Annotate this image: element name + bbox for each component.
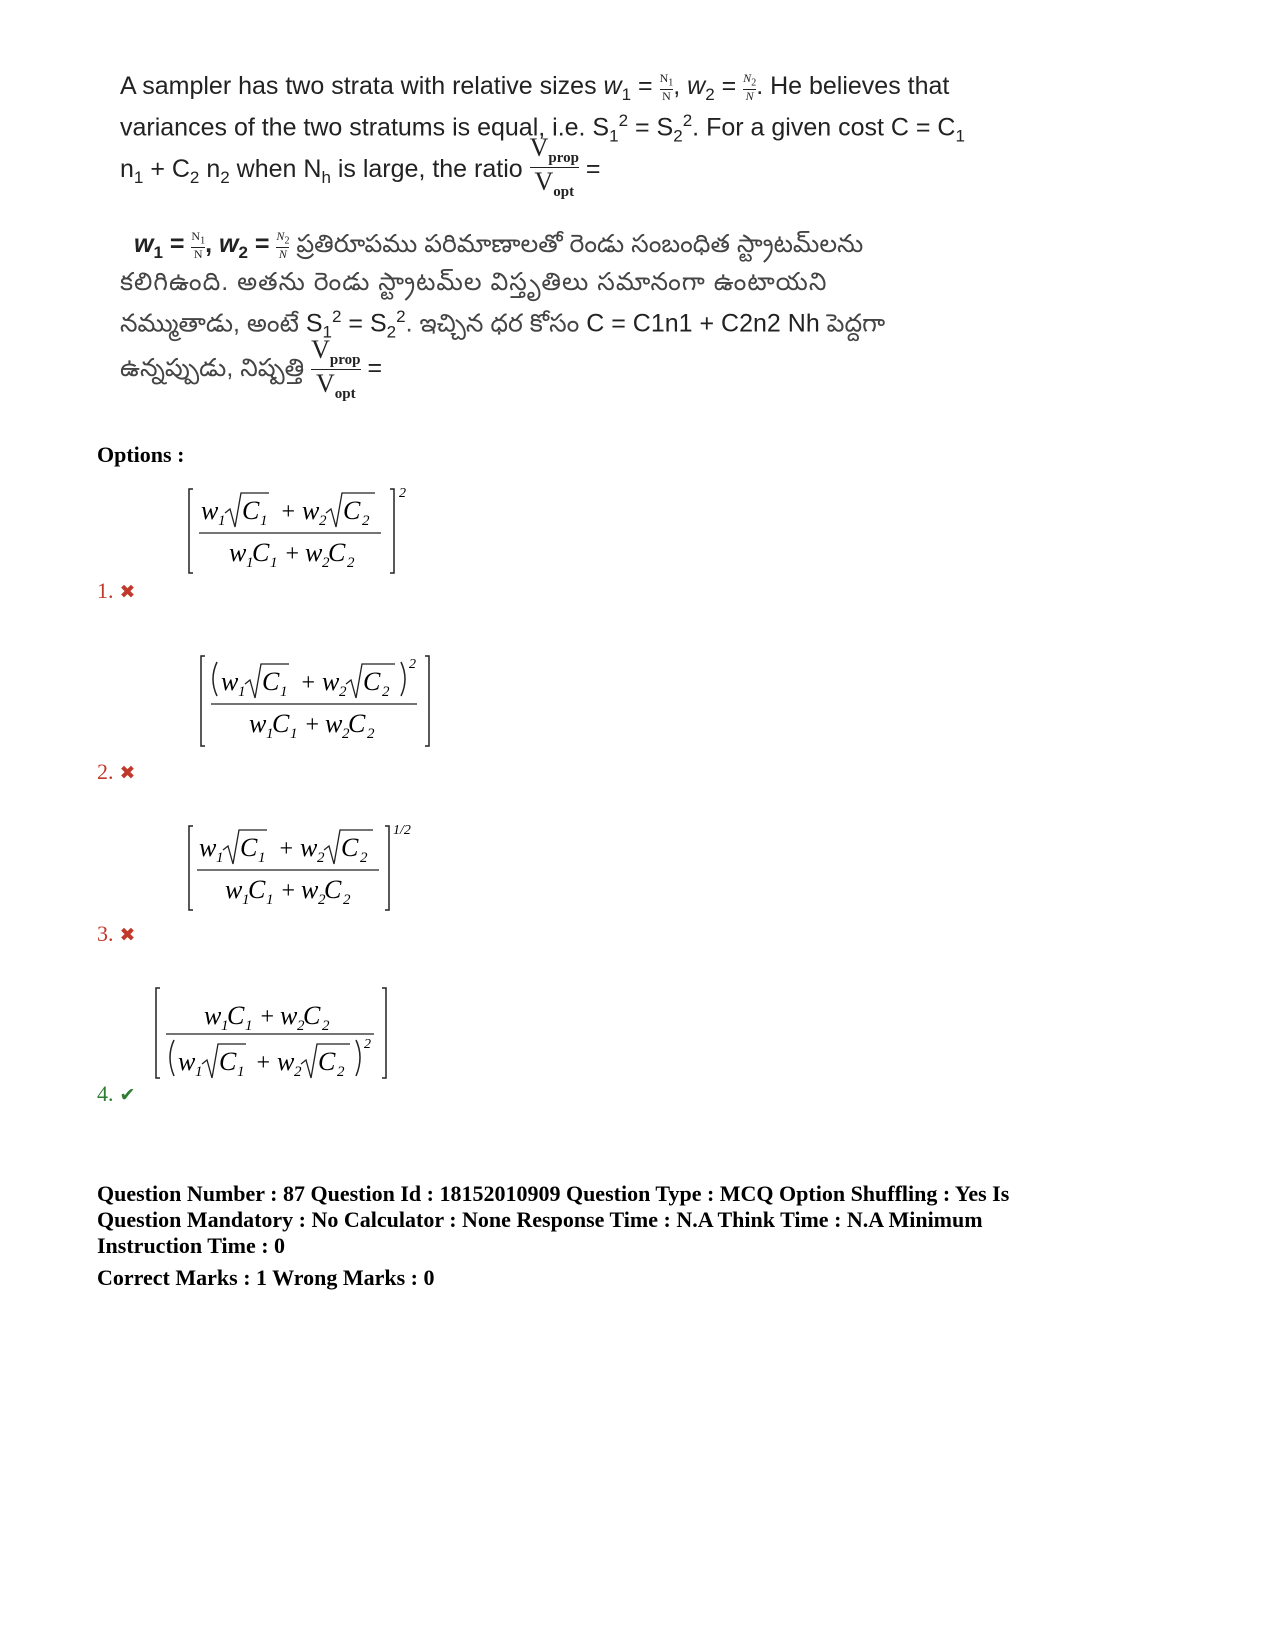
- svg-text:w: w: [280, 1001, 298, 1030]
- wrong-mark-icon: ✖: [119, 925, 136, 946]
- svg-text:2: 2: [322, 555, 330, 571]
- option-3-formula: [185, 820, 435, 921]
- telugu-line-1: $w_1$ = $\frac{N_1}{N}$ , $w_2$ = $\frac{N_2}{N}$ ప్రతిరూపము పరిమాణాలతో రెండు సంబంధిత స్ట్రాటమ్‌లను: [134, 229, 864, 262]
- svg-text:2: 2: [367, 726, 375, 742]
- svg-text:1: 1: [290, 726, 298, 742]
- question-meta-line-2: Question Mandatory : No Calculator : None Response Time : N.A Think Time : N.A Minimum: [97, 1207, 983, 1232]
- option-3-exponent: 1/2: [393, 823, 411, 838]
- svg-text:C: C: [248, 875, 266, 904]
- svg-text:C: C: [242, 496, 260, 525]
- svg-text:1: 1: [260, 513, 268, 529]
- fraction-vprop-over-vopt: $\frac{V_{prop}}{V_{opt}}$: [529, 133, 579, 201]
- option-2-number: 2. ✖: [97, 759, 136, 784]
- option-1-exponent: 2: [399, 486, 406, 501]
- svg-text:C: C: [227, 1001, 245, 1030]
- svg-text:1: 1: [270, 555, 278, 571]
- question-telugu: [120, 222, 1080, 422]
- option-1-formula: [185, 483, 425, 584]
- svg-text:1: 1: [242, 892, 250, 908]
- svg-text:C: C: [240, 833, 258, 862]
- option-2-exponent: 2: [409, 657, 416, 672]
- svg-text:2: 2: [297, 1018, 305, 1034]
- svg-text:2: 2: [319, 513, 327, 529]
- svg-text:C: C: [303, 1001, 321, 1030]
- svg-text:+: +: [280, 878, 297, 904]
- svg-text:w: w: [249, 709, 267, 738]
- svg-text:w: w: [300, 833, 318, 862]
- fraction-n2-over-n: $\frac{N_2}{N}$: [743, 71, 757, 104]
- svg-text:2: 2: [362, 513, 370, 529]
- question-line-2: variances of the two stratums is equal, i.e. $S_1^2 = S_2^2$. For a given cost $C = C_1$: [120, 111, 965, 146]
- marks-line: Correct Marks : 1 Wrong Marks : 0: [97, 1265, 435, 1290]
- svg-text:+: +: [280, 499, 297, 525]
- question-line-1: A sampler has two strata with relative sizes $w_1$ = $\frac{N_1}{N}$ , $w_2$ = $\frac{N_2}{N}$ . He believes that: [120, 71, 950, 104]
- svg-text:C: C: [262, 667, 280, 696]
- svg-text:C: C: [348, 709, 366, 738]
- svg-text:1: 1: [245, 1018, 253, 1034]
- svg-text:1: 1: [266, 726, 274, 742]
- svg-text:2: 2: [347, 555, 355, 571]
- svg-text:C: C: [272, 709, 290, 738]
- svg-text:C: C: [341, 833, 359, 862]
- svg-text:C: C: [318, 1047, 336, 1076]
- svg-text:C: C: [324, 875, 342, 904]
- svg-text:1: 1: [195, 1064, 203, 1080]
- svg-text:+: +: [284, 541, 301, 567]
- question-english: [120, 62, 1080, 222]
- telugu-line-2: కలిగిఉంది. అతను రెండు స్ట్రాటమ్‌ల విస్తృతిలు సమానంగా ఉంటాయని: [120, 268, 828, 296]
- telugu-fraction-vprop-over-vopt: $\frac{V_{prop}}{V_{opt}}$: [311, 335, 361, 403]
- svg-text:1: 1: [218, 513, 226, 529]
- option-2-formula: [197, 652, 447, 757]
- svg-text:w: w: [225, 875, 243, 904]
- option-3-number: 3. ✖: [97, 921, 136, 946]
- svg-text:C: C: [328, 538, 346, 567]
- svg-text:2: 2: [322, 1018, 330, 1034]
- option-4-exponent: 2: [364, 1037, 371, 1052]
- svg-text:1: 1: [237, 1064, 245, 1080]
- wrong-mark-icon: ✖: [119, 763, 136, 784]
- svg-text:2: 2: [342, 726, 350, 742]
- svg-text:w: w: [322, 667, 340, 696]
- svg-text:+: +: [278, 836, 295, 862]
- svg-text:2: 2: [360, 850, 368, 866]
- svg-text:2: 2: [337, 1064, 345, 1080]
- svg-text:1: 1: [258, 850, 266, 866]
- svg-text:w: w: [204, 1001, 222, 1030]
- option-4-formula: [152, 984, 402, 1089]
- svg-text:2: 2: [317, 850, 325, 866]
- svg-text:C: C: [363, 667, 381, 696]
- telugu-fraction-n2-over-n: $\frac{N_2}{N}$: [276, 229, 290, 262]
- svg-text:w: w: [201, 496, 219, 525]
- svg-text:1: 1: [246, 555, 254, 571]
- svg-text:C: C: [343, 496, 361, 525]
- svg-text:1: 1: [216, 850, 224, 866]
- options-label: Options :: [97, 442, 185, 467]
- svg-text:w: w: [178, 1047, 196, 1076]
- svg-text:1: 1: [280, 684, 288, 700]
- svg-text:2: 2: [318, 892, 326, 908]
- svg-text:w: w: [301, 875, 319, 904]
- svg-text:w: w: [325, 709, 343, 738]
- svg-text:1: 1: [238, 684, 246, 700]
- correct-check-icon: ✔: [119, 1085, 136, 1106]
- svg-text:C: C: [219, 1047, 237, 1076]
- svg-text:2: 2: [339, 684, 347, 700]
- svg-text:+: +: [259, 1004, 276, 1030]
- svg-text:2: 2: [343, 892, 351, 908]
- option-1-number: 1. ✖: [97, 578, 136, 603]
- svg-text:w: w: [229, 538, 247, 567]
- svg-text:+: +: [300, 670, 317, 696]
- svg-text:w: w: [199, 833, 217, 862]
- svg-text:w: w: [302, 496, 320, 525]
- svg-text:2: 2: [382, 684, 390, 700]
- svg-text:1: 1: [221, 1018, 229, 1034]
- svg-text:+: +: [304, 712, 321, 738]
- fraction-n1-over-n: $\frac{N_1}{N}$: [659, 71, 674, 104]
- svg-text:2: 2: [294, 1064, 302, 1080]
- telugu-line-3: నమ్ముతాడు, అంటే $S_1^2 = S_2^2$. ఇచ్చిన ధర కోసం C = C1n1 + C2n2 Nh పెద్దగా: [120, 307, 886, 342]
- svg-text:w: w: [305, 538, 323, 567]
- svg-text:w: w: [277, 1047, 295, 1076]
- svg-text:C: C: [252, 538, 270, 567]
- question-meta-line-3: Instruction Time : 0: [97, 1233, 286, 1258]
- question-line-3: $n_1 + C_2$ $n_2$ when $N_h$ is large, the ratio $\frac{V_{prop}}{V_{opt}}$ =: [120, 133, 601, 201]
- telugu-line-4: ఉన్నప్పుడు, నిష్పత్తి $\frac{V_{prop}}{V_{opt}}$ =: [120, 335, 383, 403]
- svg-text:w: w: [221, 667, 239, 696]
- question-meta-line-1: Question Number : 87 Question Id : 18152010909 Question Type : MCQ Option Shuffling : Yes Is: [97, 1181, 1010, 1206]
- svg-text:+: +: [255, 1050, 272, 1076]
- wrong-mark-icon: ✖: [119, 582, 136, 603]
- svg-text:1: 1: [266, 892, 274, 908]
- telugu-fraction-n1-over-n: $\frac{N_1}{N}$: [191, 229, 206, 262]
- option-4-number: 4. ✔: [97, 1081, 136, 1106]
